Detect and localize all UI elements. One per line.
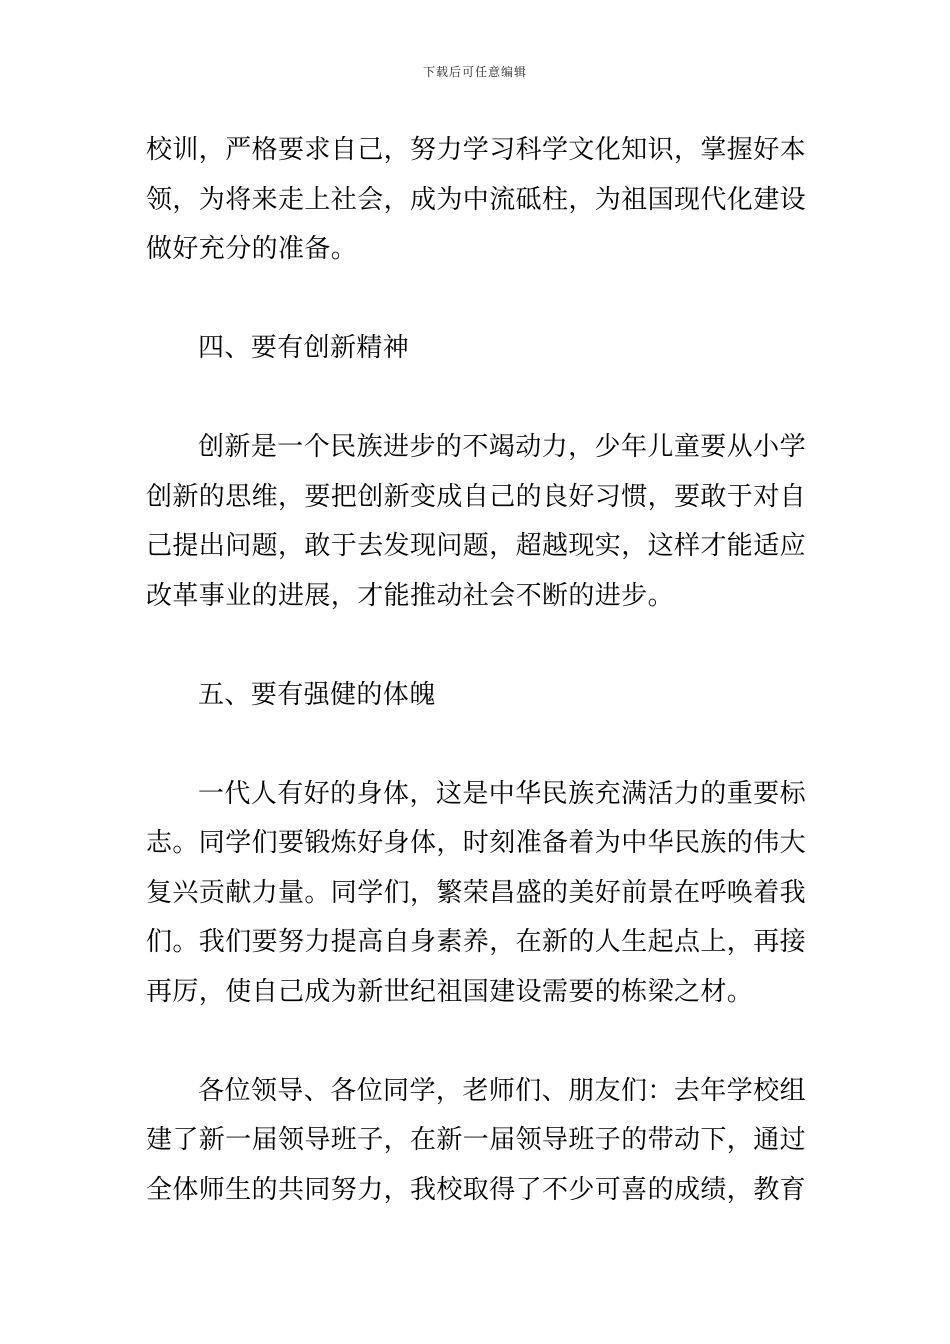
section-heading-physique: 五、要有强健的体魄 <box>198 679 436 710</box>
page-header: 下载后可任意编辑 <box>422 65 527 79</box>
section-heading-innovation: 四、要有创新精神 <box>198 333 410 363</box>
document-body <box>146 126 806 1215</box>
paragraph-continuation: 校训，严格要求自己，努力学习科学文化知识，掌握好本领，为将来走上社会，成为中流砥柱，为祖国现代化建设做好充分的准备。 <box>146 135 807 264</box>
paragraph-innovation: 创新是一个民族进步的不竭动力，少年儿童要从小学创新的思维，要把创新变成自己的良好习惯，要敢于对自己提出问题，敢于去发现问题，超越现实，这样才能适应改革事业的进展，才能推动社会不断的进步。 <box>146 432 807 611</box>
paragraph-address: 各位领导、各位同学，老师们、朋友们：去年学校组建了新一届领导班子，在新一届领导班子的带动下，通过全体师生的共同努力，我校取得了不少可喜的成绩，教育 <box>146 1075 807 1205</box>
paragraph-physique: 一代人有好的身体，这是中华民族充满活力的重要标志。同学们要锻炼好身体，时刻准备着为中华民族的伟大复兴贡献力量。同学们，繁荣昌盛的美好前景在呼唤着我们。我们要努力提高自身素养，在新的人生起点上，再接再厉，使自己成为新世纪祖国建设需要的栋梁之材。 <box>146 778 807 1007</box>
